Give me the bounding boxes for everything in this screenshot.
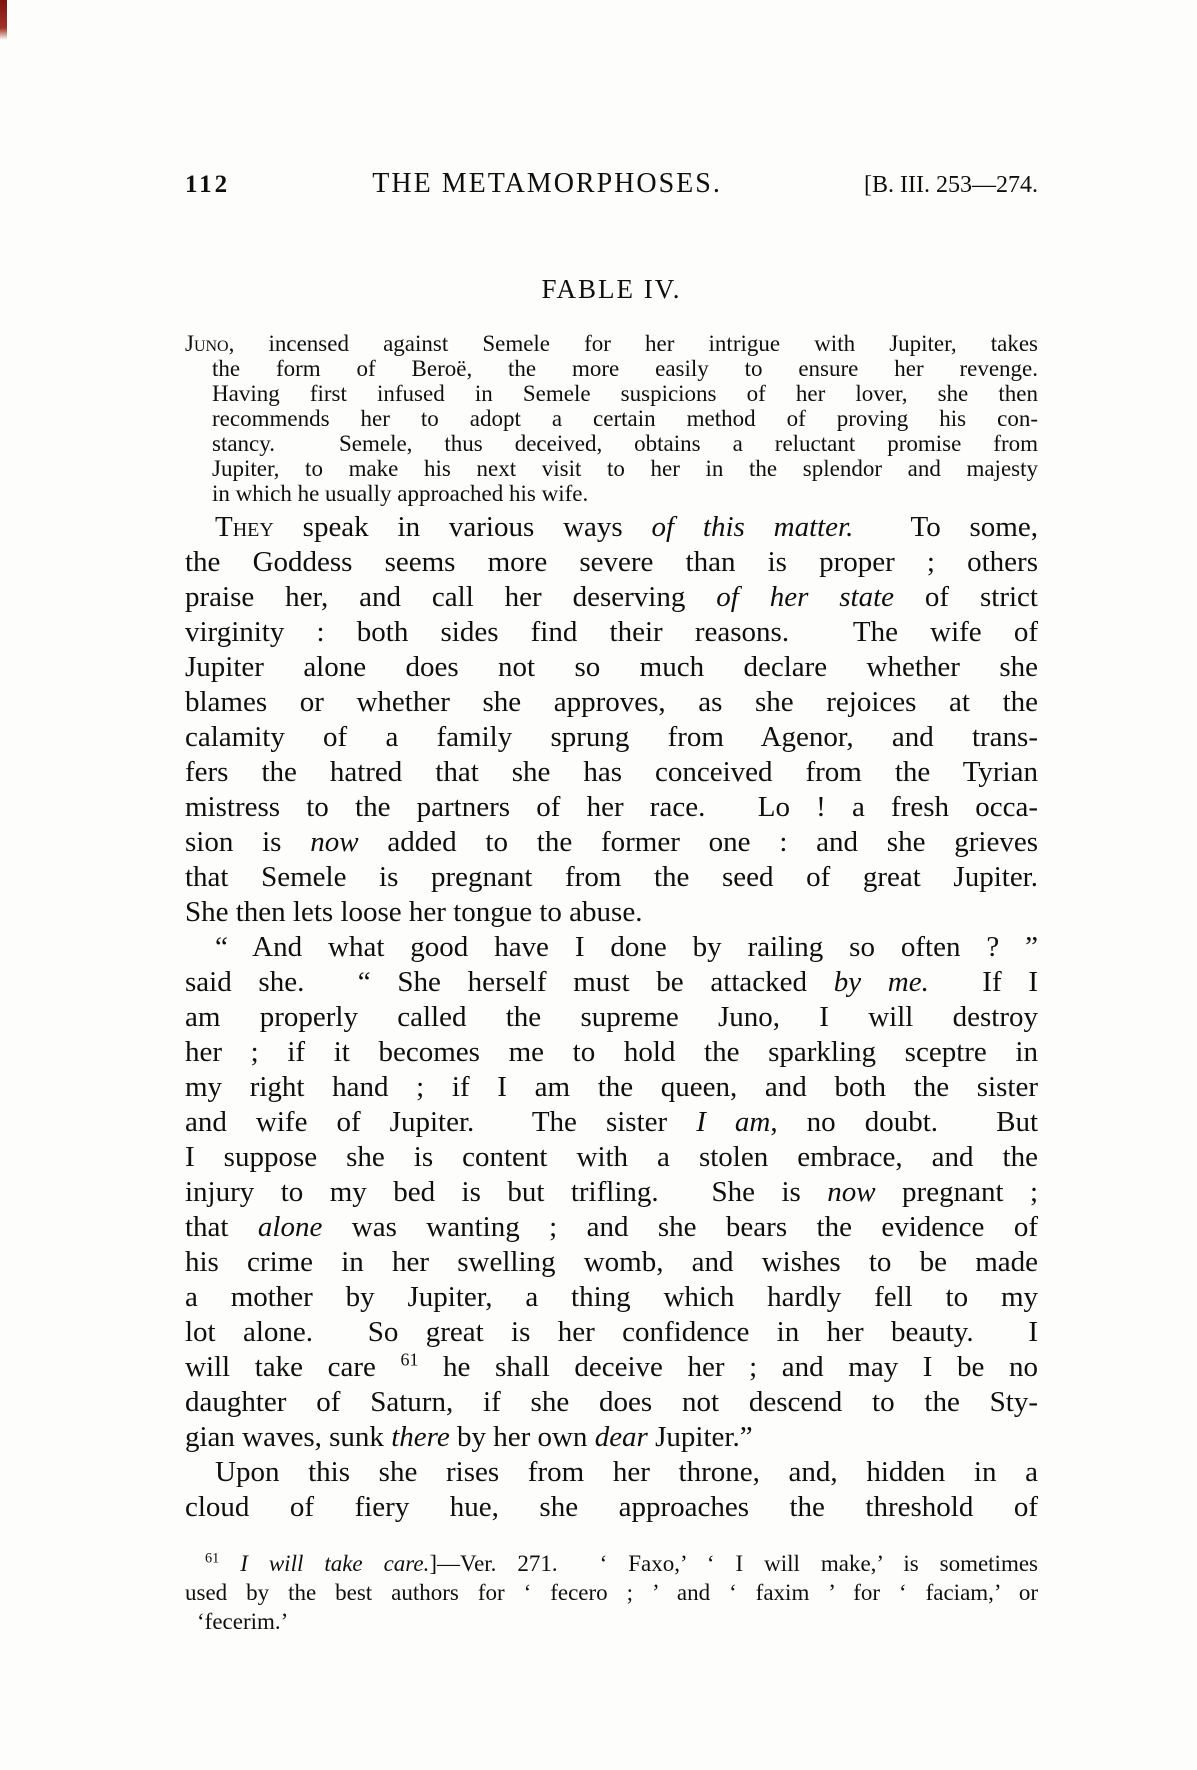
text-line: the form of Beroë, the more easily to ensure her revenge. [212, 356, 1038, 381]
text-line: am properly called the supreme Juno, I will destroy [185, 1001, 1038, 1033]
text-line: gian waves, sunk there by her own dear Jupiter.” [185, 1421, 753, 1453]
running-title: THE METAMORPHOSES. [372, 168, 722, 199]
text-line: Having first infused in Semele suspicions of her lover, she then [212, 381, 1038, 406]
text-line: that alone was wanting ; and she bears the evidence of [185, 1211, 1038, 1243]
text-line: in which he usually approached his wife. [212, 481, 589, 506]
text-line: recommends her to adopt a certain method of proving his con- [212, 406, 1038, 431]
footnote [185, 1549, 1038, 1636]
fable-heading: FABLE IV. [541, 274, 682, 304]
text-line: a mother by Jupiter, a thing which hardly fell to my [185, 1281, 1038, 1313]
text-line: my right hand ; if I am the queen, and both the sister [185, 1071, 1038, 1103]
book-line-reference: [B. III. 253—274. [864, 172, 1038, 198]
scan-edge-artifact [0, 0, 7, 40]
text-line: stancy. Semele, thus deceived, obtains a reluctant promise from [212, 431, 1038, 456]
text-line: cloud of fiery hue, she approaches the threshold of [185, 1491, 1038, 1523]
text-line: fers the hatred that she has conceived from the Tyrian [185, 756, 1038, 788]
text-line: praise her, and call her deserving of her state of strict [185, 581, 1038, 613]
text-line: calamity of a family sprung from Agenor, and trans- [185, 721, 1038, 753]
text-line: injury to my bed is but trifling. She is now pregnant ; [185, 1176, 1038, 1208]
text-line: her ; if it becomes me to hold the sparkling sceptre in [185, 1036, 1038, 1068]
text-line: and wife of Jupiter. The sister I am, no doubt. But [185, 1106, 1038, 1138]
text-line: will take care $^{61}$ he shall deceive her ; and may I be no [185, 1349, 1039, 1383]
page-number: 112 [185, 171, 231, 198]
page-header [185, 168, 1038, 201]
text-line: “ And what good have I done by railing so often ? ” [215, 931, 1038, 963]
text-line: his crime in her swelling womb, and wishes to be made [185, 1246, 1038, 1278]
text-line: ‘fecerim.’ [197, 1609, 289, 1634]
text-line: lot alone. So great is her confidence in her beauty. I [185, 1316, 1038, 1348]
body-paragraph-2 [185, 930, 1038, 1455]
fable-summary [185, 331, 1038, 506]
text-line: mistress to the partners of her race. Lo ! a fresh occa- [185, 791, 1038, 823]
text-line: daughter of Saturn, if she does not descend to the Sty- [185, 1386, 1038, 1418]
text-line: blames or whether she approves, as she rejoices at the [185, 686, 1038, 718]
text-line: used by the best authors for ‘ fecero ; ’ and ‘ faxim ’ for ‘ faciam,’ or [185, 1580, 1038, 1605]
text-line: sion is now added to the former one : and she grieves [185, 826, 1038, 858]
text-line: She then lets loose her tongue to abuse. [185, 896, 643, 928]
text-line: Jupiter alone does not so much declare whether she [185, 651, 1038, 683]
text-line: virginity : both sides find their reasons. The wife of [185, 616, 1038, 648]
text-line: I suppose she is content with a stolen embrace, and the [185, 1141, 1038, 1173]
body-paragraph-1 [185, 510, 1038, 930]
text-line: Upon this she rises from her throne, and, hidden in a [215, 1456, 1038, 1488]
body-paragraph-3 [185, 1455, 1038, 1525]
text-line: Juno, incensed against Semele for her intrigue with Jupiter, takes [185, 331, 1038, 356]
text-line: the Goddess seems more severe than is proper ; others [185, 546, 1038, 578]
text-line: said she. “ She herself must be attacked by me. If I [185, 966, 1038, 998]
text-line: that Semele is pregnant from the seed of great Jupiter. [185, 861, 1038, 893]
text-line: Jupiter, to make his next visit to her in the splendor and majesty [212, 456, 1038, 481]
body-text [185, 510, 1038, 1525]
page-content [185, 0, 1038, 1636]
text-line: They speak in various ways of this matter. To some, [215, 511, 1038, 543]
text-line: $^{61}$ I will take care.]—Ver. 271. ‘ Faxo,’ ‘ I will make,’ is sometimes [205, 1550, 1038, 1576]
